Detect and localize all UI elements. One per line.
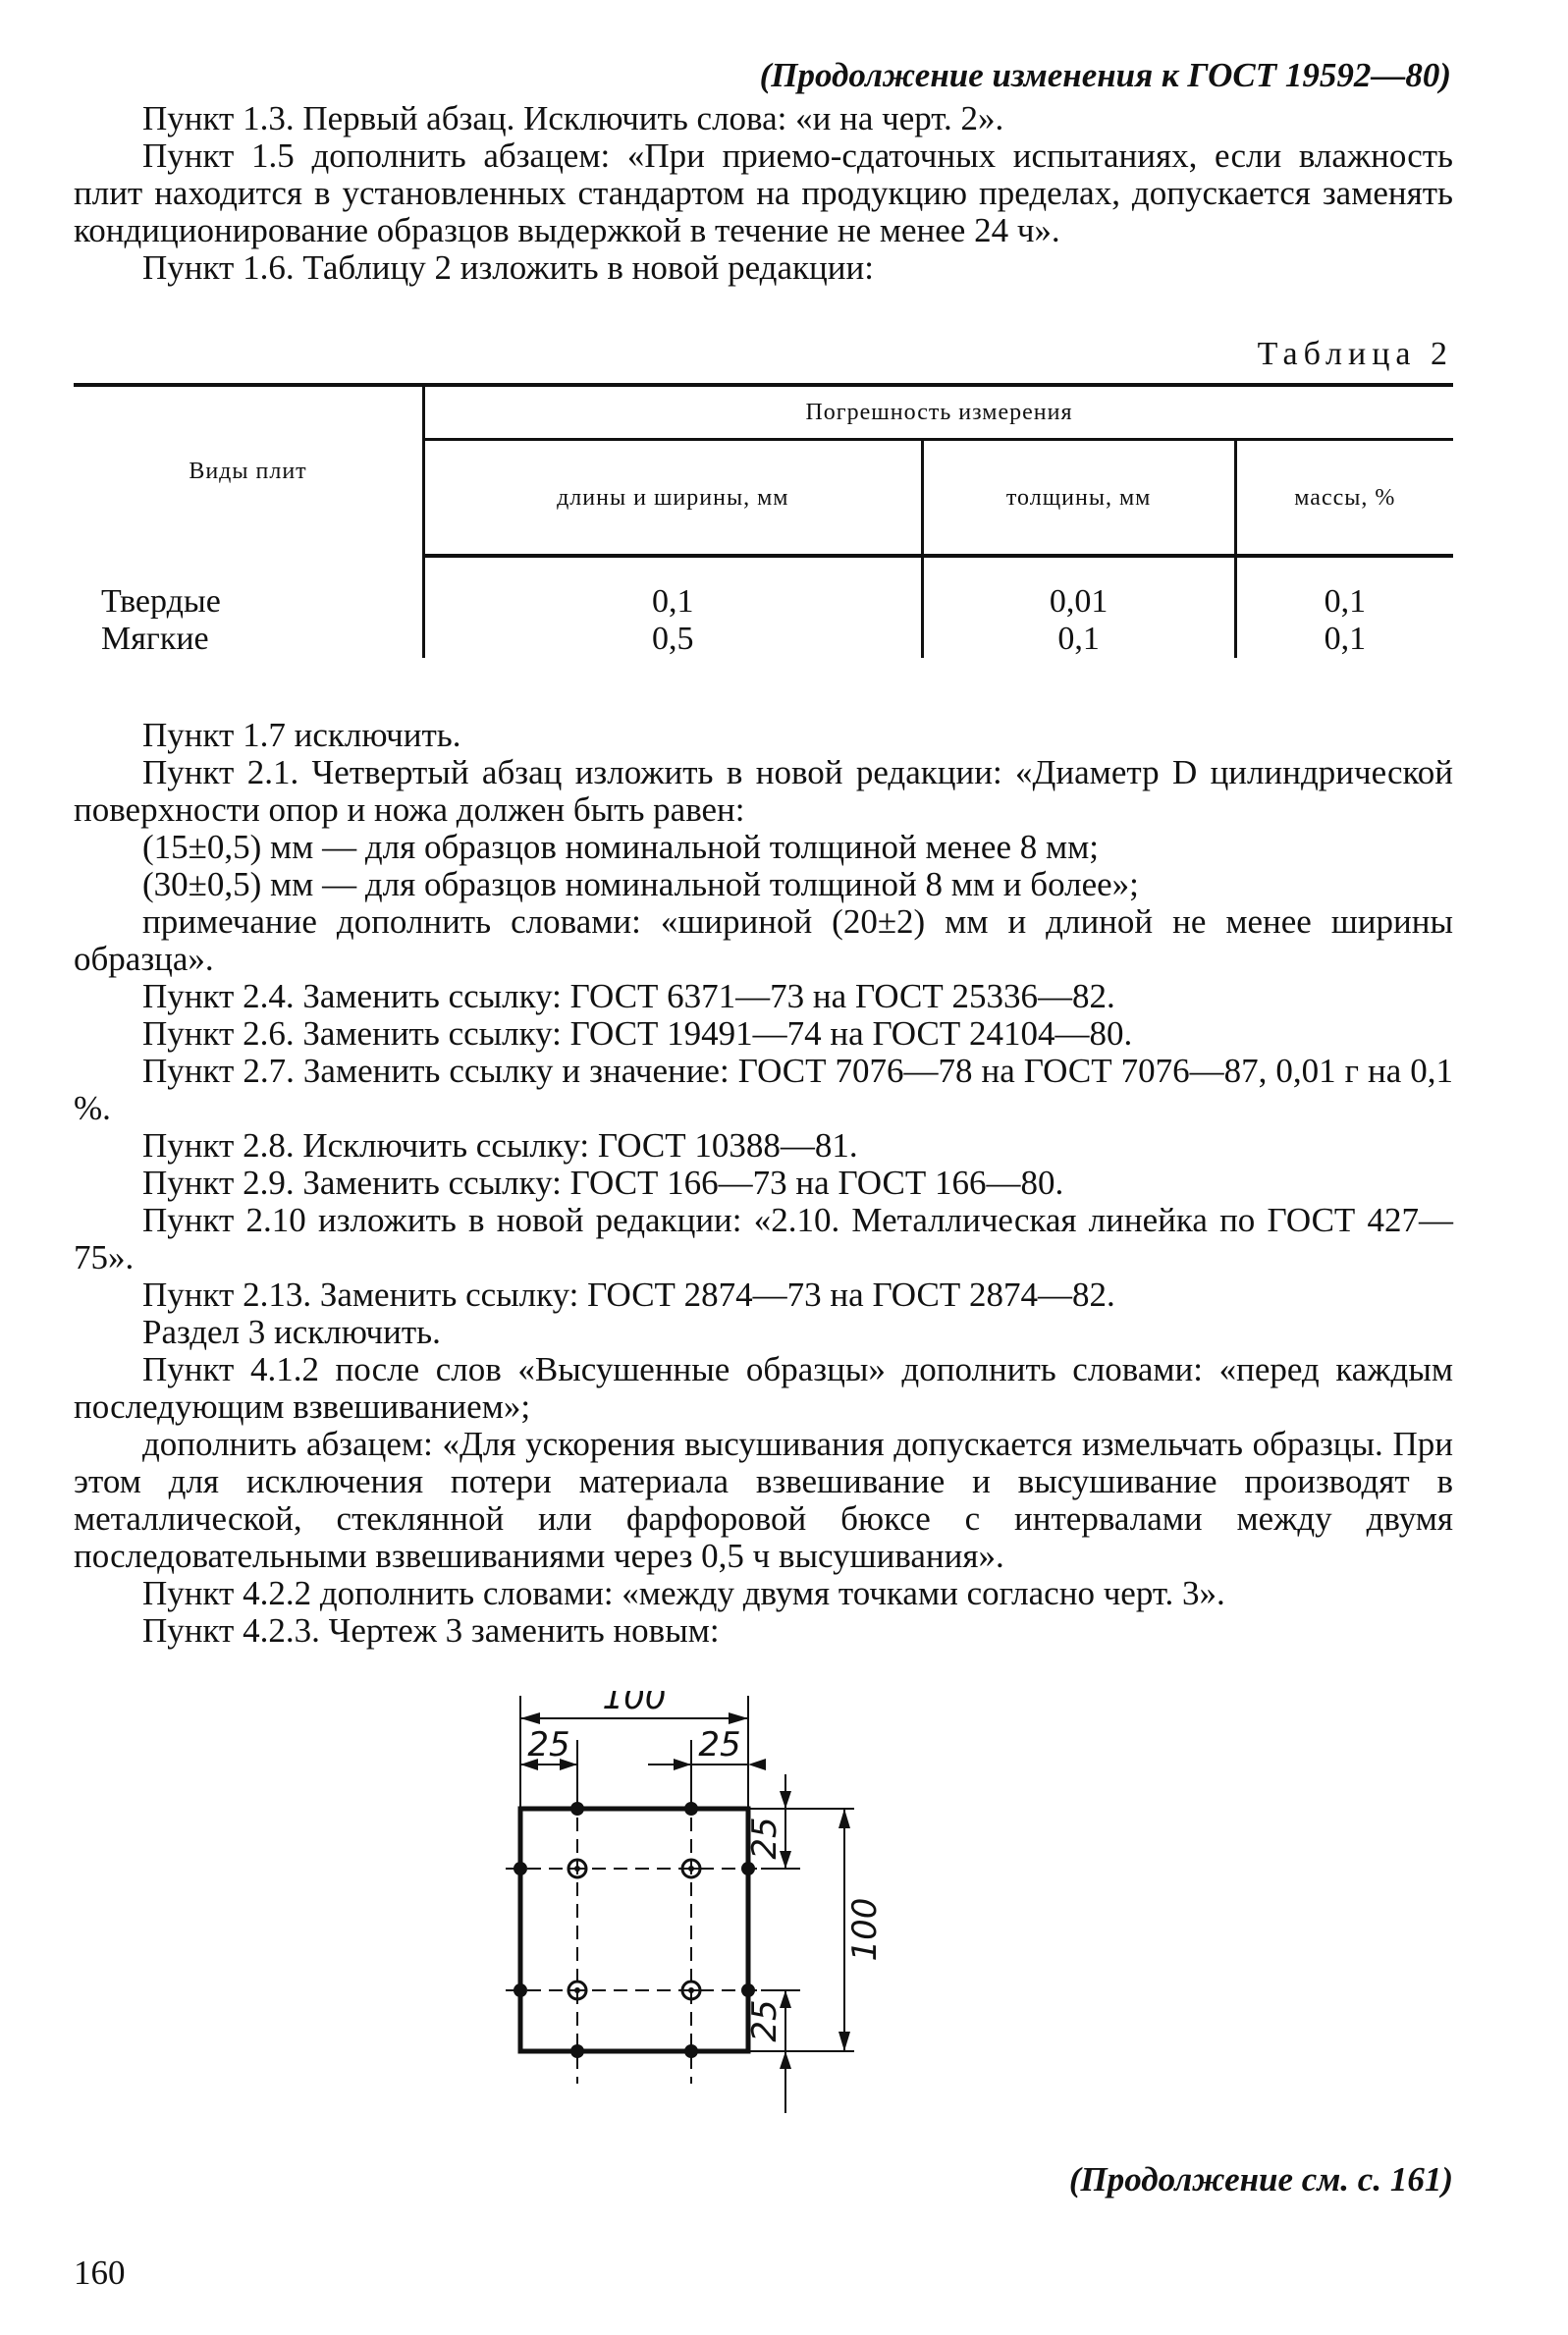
column-header-plate-kind: Виды плит [74,385,424,556]
arrowhead [674,1759,691,1770]
paragraphs-before [74,100,1453,287]
measurement-point [514,1983,527,1997]
hole-center [688,1866,694,1872]
paragraph: Пункт 2.4. Заменить ссылку: ГОСТ 6371—73 на ГОСТ 25336—82. [142,977,1115,1015]
dimension-label-bottom-offset: 25 [745,1999,784,2042]
dimension-label-top-offset: 25 [745,1817,784,1860]
page-footer: (Продолжение см. с. 161) [1068,2160,1453,2199]
paragraph: Пункт 1.7 исключить. [142,716,461,754]
arrowhead [748,1759,766,1770]
paragraphs-after [74,717,1453,1650]
paragraph: примечание дополнить словами: «шириной (20±2) мм и длиной не менее ширины образца». [74,902,1453,978]
arrowhead [838,1809,850,1828]
table-row [74,583,1453,621]
paragraph: Пункт 2.10 изложить в новой редакции: «2.10. Металлическая линейка по ГОСТ 427—75». [74,1201,1453,1276]
arrowhead [729,1712,748,1724]
hole-center [688,1987,694,1993]
paragraph: (15±0,5) мм — для образцов номинальной толщиной менее 8 мм; [142,828,1100,866]
cell-value: 0,1 [424,583,923,621]
measurement-point [741,1862,755,1875]
dimension-label-left-offset: 25 [527,1725,570,1765]
cell-value: 0,5 [424,621,923,658]
paragraph: Пункт 4.2.2 дополнить словами: «между двумя точками согласно черт. 3». [142,1574,1225,1612]
cell-value: 0,01 [922,583,1235,621]
arrowhead [780,1791,791,1809]
measurement-error-table [74,383,1453,658]
column-header-mass: массы, % [1235,440,1453,557]
drawing-svg [491,1691,962,2128]
paragraph: Пункт 2.13. Заменить ссылку: ГОСТ 2874—73 на ГОСТ 2874—82. [142,1276,1115,1314]
paragraph: Пункт 1.6. Таблицу 2 изложить в новой редакции: [142,248,874,287]
hole-center [574,1866,580,1872]
row-kind: Мягкие [74,621,424,658]
paragraph: (30±0,5) мм — для образцов номинальной толщиной 8 мм и более»; [142,865,1139,903]
paragraph: Пункт 4.1.2 после слов «Высушенные образцы» дополнить словами: «перед каждым последующим взвешиванием»; [74,1350,1453,1426]
measurement-point [570,1802,584,1816]
paragraph: Пункт 1.5 дополнить абзацем: «При приемо-сдаточных испытаниях, если влажность плит находится в установленных стандартом на продукцию пределах, допускается заменять кондиционирование образцов выдержкой в течение не менее 24 ч». [74,136,1453,249]
arrowhead [520,1712,540,1724]
arrowhead [838,2032,850,2051]
dimension-label-right-offset: 25 [698,1725,741,1765]
paragraph: Пункт 2.6. Заменить ссылку: ГОСТ 19491—74 на ГОСТ 24104—80. [142,1014,1133,1053]
row-kind: Твердые [74,583,424,621]
paragraph: Пункт 4.2.3. Чертеж 3 заменить новым: [142,1611,720,1650]
dimension-label-total-width: 100 [602,1691,667,1717]
measurement-point [570,2044,584,2058]
measurement-point [514,1862,527,1875]
measurement-point [684,2044,698,2058]
paragraph: дополнить абзацем: «Для ускорения высушивания допускается измельчать образцы. При этом для исключения потери материала взвешивание и высушивание производят в металлической, стеклянной или фарфоровой бюксе с интервалами между двумя последовательными взвешиваниями через 0,5 ч высушивания». [74,1425,1453,1575]
drawing-3 [491,1691,962,2128]
paragraph: Пункт 2.8. Исключить ссылку: ГОСТ 10388—81. [142,1126,858,1165]
hole-center [574,1987,580,1993]
cell-value: 0,1 [1324,621,1367,657]
table-caption: Таблица 2 [1257,336,1453,372]
paragraph: Раздел 3 исключить. [142,1313,441,1351]
page-number: 160 [74,2254,126,2292]
cell-value: 0,1 [1324,583,1367,620]
paragraph: Пункт 1.3. Первый абзац. Исключить слова: «и на черт. 2». [142,99,1004,137]
column-header-group: Погрешность измерения [424,385,1454,440]
page-body [74,57,1453,2128]
arrowhead [780,2051,791,2069]
paragraph: Пункт 2.9. Заменить ссылку: ГОСТ 166—73 на ГОСТ 166—80. [142,1164,1064,1202]
measurement-point [741,1983,755,1997]
plate-outline [520,1809,748,2051]
cell-value: 0,1 [922,621,1235,658]
dimension-label-total-height: 100 [845,1897,885,1962]
column-header-length-width: длины и ширины, мм [424,440,923,557]
measurement-point [684,1802,698,1816]
paragraph: Пункт 2.1. Четвертый абзац изложить в новой редакции: «Диаметр D цилиндрической поверхности опор и ножа должен быть равен: [74,753,1453,829]
table-row [74,621,1453,658]
page-header: (Продолжение изменения к ГОСТ 19592—80) [759,56,1451,94]
paragraph: Пункт 2.7. Заменить ссылку и значение: ГОСТ 7076—78 на ГОСТ 7076—87, 0,01 г на 0,1 %. [74,1052,1453,1127]
column-header-thickness: толщины, мм [922,440,1235,557]
